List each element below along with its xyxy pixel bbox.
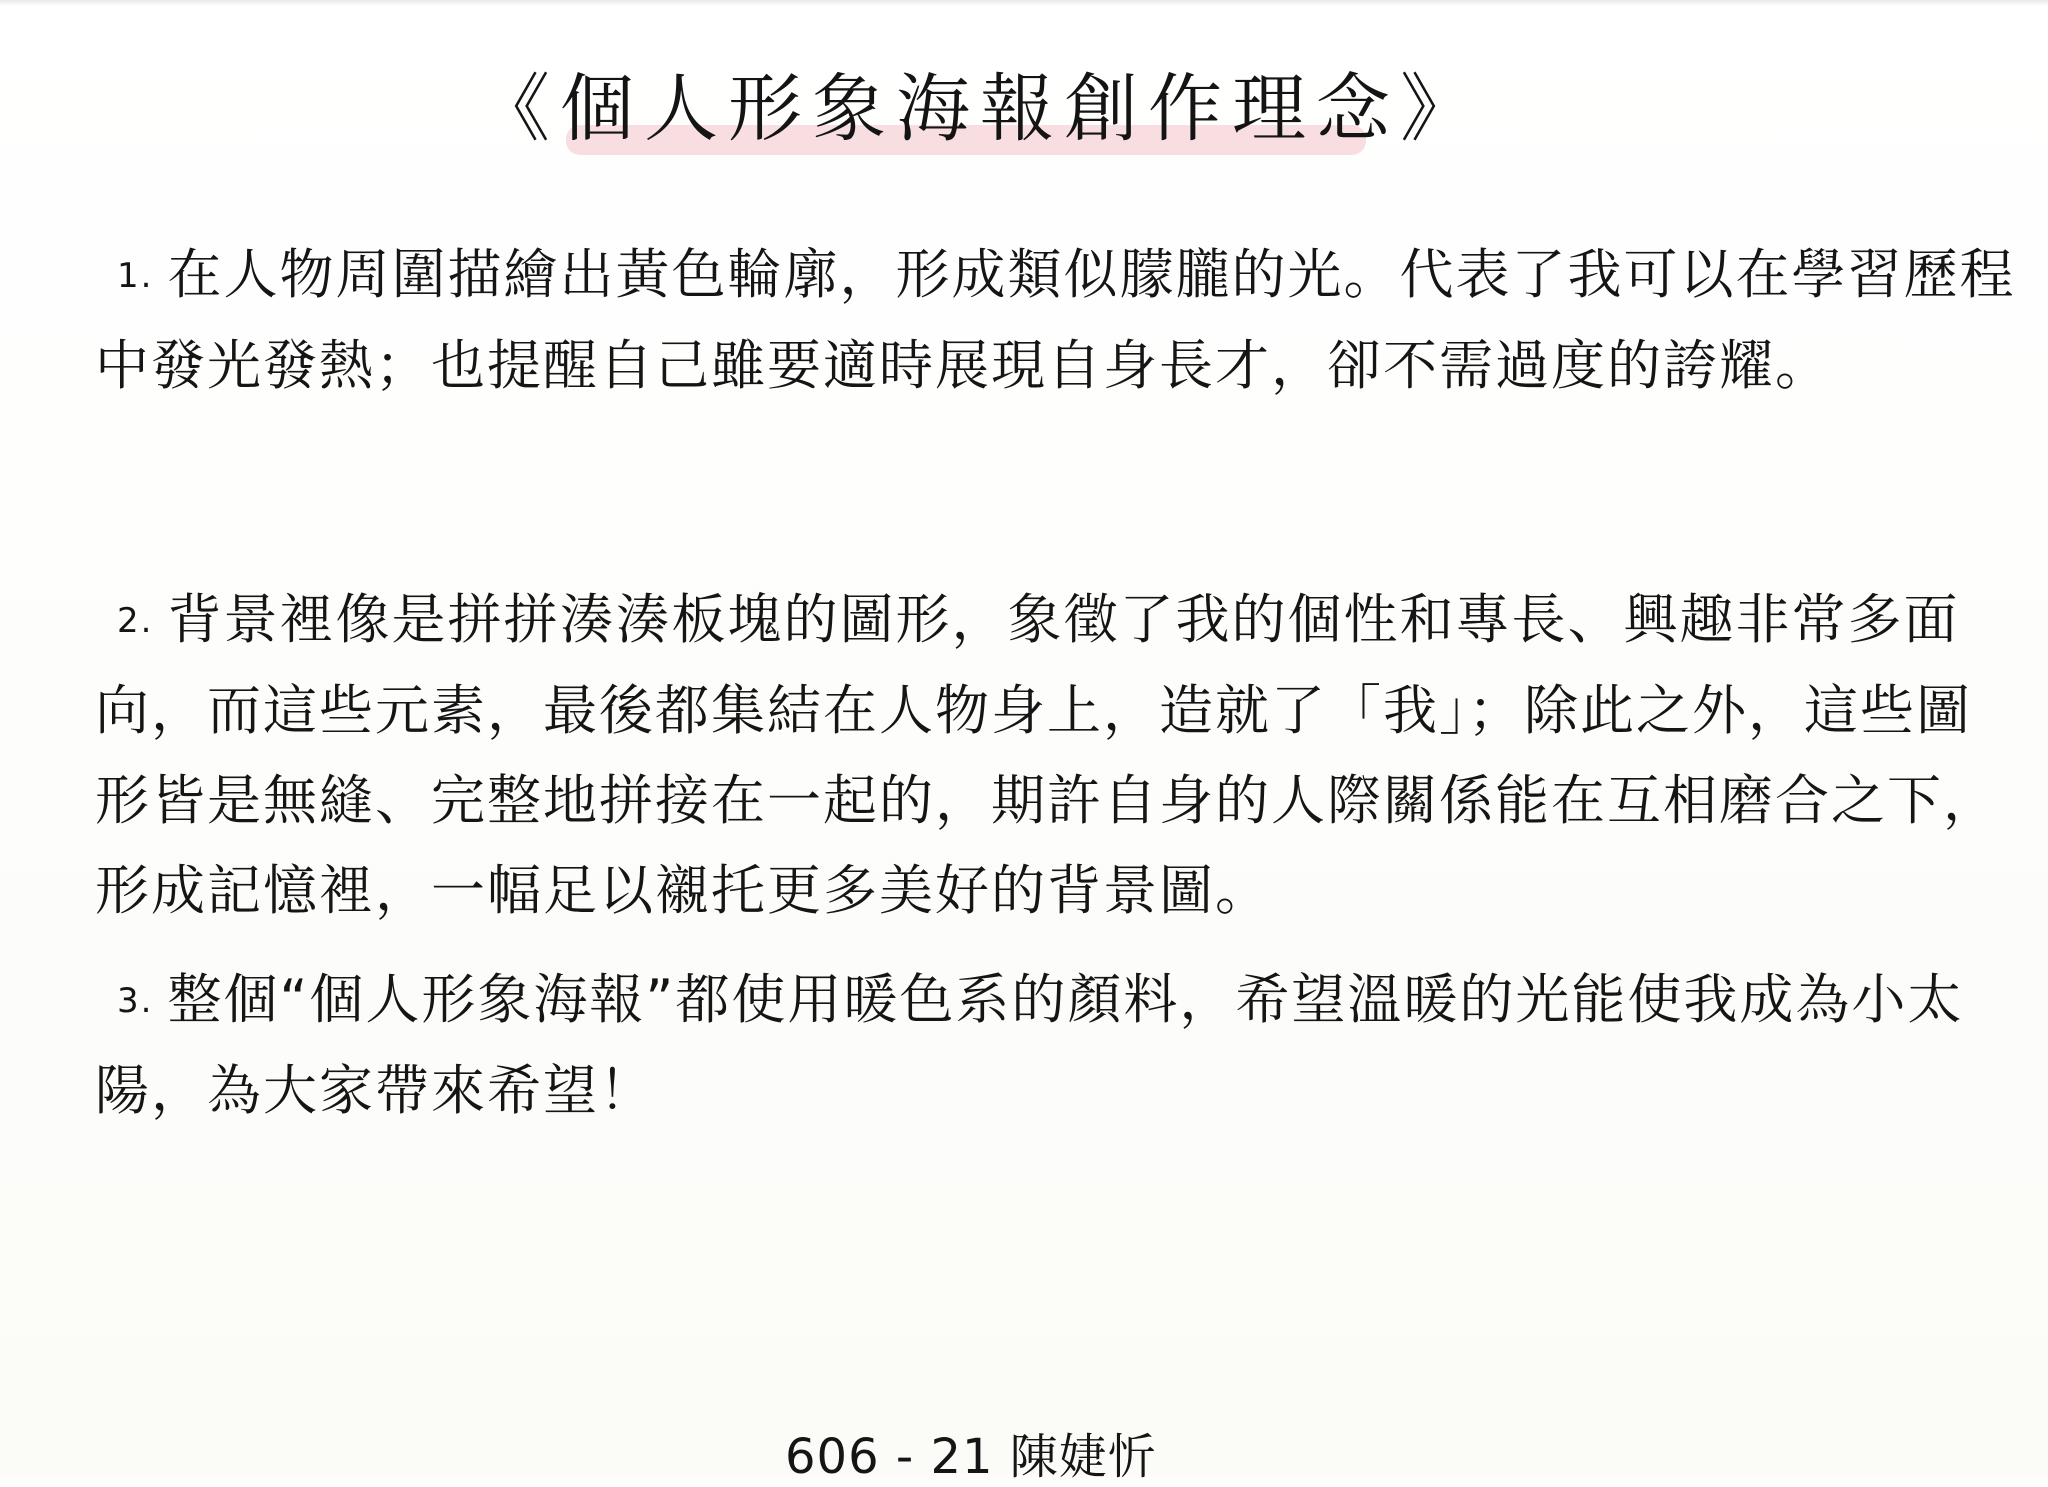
paragraph-number: 2. [117,601,154,641]
title-block [440,40,1520,170]
scan-edge [0,0,2048,6]
paragraph-3 [95,955,2020,1136]
paragraph-number: 3. [117,981,154,1021]
paragraph-text: 背景裡像是拼拼湊湊板塊的圖形，象徵了我的個性和專長、興趣非常多面向，而這些元素，最後都集結在人物身上，造就了「我」；除此之外，這些圖形皆是無縫、完整地拼接在一起的，期許自身的人際關係能在互相磨合之下，形成記憶裡，一幅足以襯托更多美好的背景圖。 [95,588,1999,922]
paragraph-text: 在人物周圍描繪出黃色輪廓，形成類似朦朧的光。代表了我可以在學習歷程中發光發熱；也提醒自己雖要適時展現自身長才，卻不需過度的誇耀。 [95,243,2016,397]
paragraph-1 [95,230,2020,411]
author-signature: 606 - 21 陳婕忻 [785,1429,1157,1485]
paragraph-number: 1. [117,256,154,296]
page-title: 《個人形象海報創作理念》 [476,66,1484,152]
paragraph-text: 整個“個人形象海報”都使用暖色系的顏料，希望溫暖的光能使我成為小太陽，為大家帶來希望！ [95,968,1964,1122]
paragraph-2 [95,575,2020,936]
